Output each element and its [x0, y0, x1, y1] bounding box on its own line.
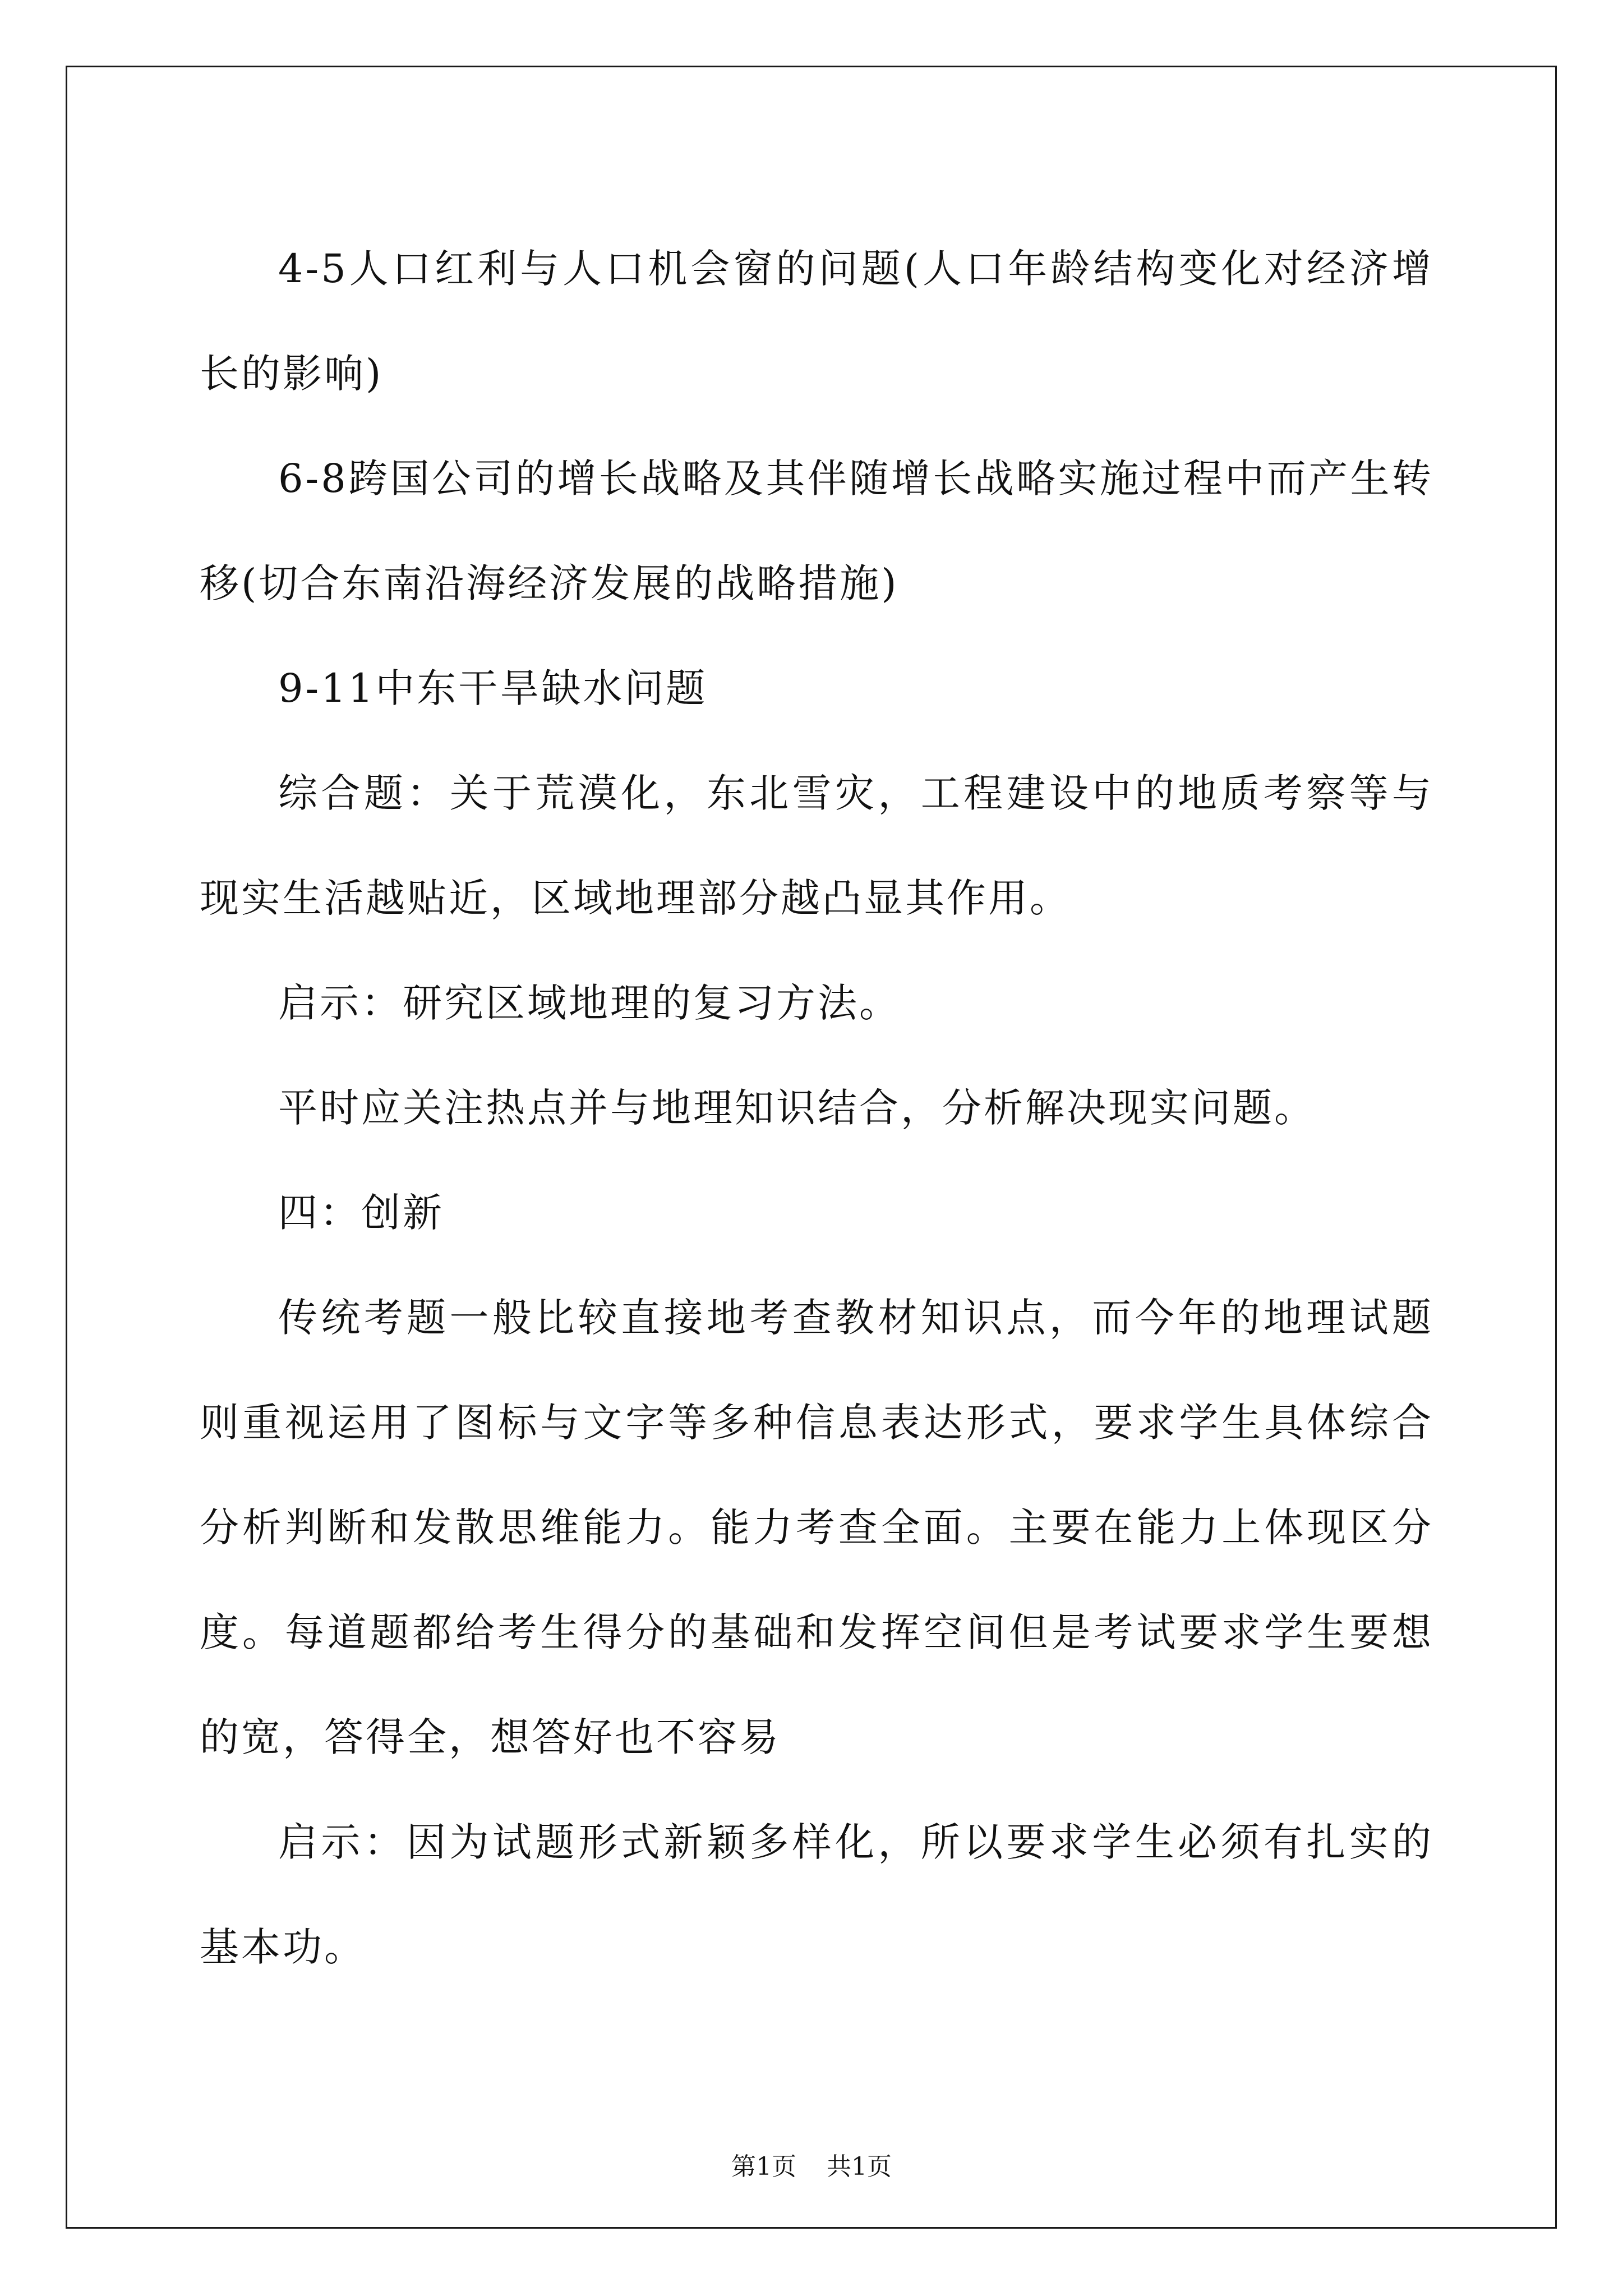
section-heading: 四：创新 [278, 1190, 444, 1236]
paragraph: 启示：研究区域地理的复习方法。 [278, 980, 901, 1026]
paragraph: 6-8跨国公司的增长战略及其伴随增长战略实施过程中而产生转移(切合东南沿海经济发展的战略措施) [200, 455, 1433, 606]
page-number: 第1页 [731, 2152, 796, 2181]
paragraph: 9-11中东干旱缺水问题 [278, 665, 708, 711]
page-footer [0, 2146, 1623, 2182]
page-total: 共1页 [827, 2152, 892, 2181]
document-body [200, 217, 1433, 2000]
paragraph: 平时应关注热点并与地理知识结合，分析解决现实问题。 [278, 1085, 1316, 1131]
paragraph: 传统考题一般比较直接地考查教材知识点，而今年的地理试题则重视运用了图标与文字等多种信息表达形式，要求学生具体综合分析判断和发散思维能力。能力考查全面。主要在能力上体现区分度。每道题都给考生得分的基础和发挥空间但是考试要求学生要想的宽，答得全，想答好也不容易 [200, 1295, 1433, 1760]
paragraph: 4-5人口红利与人口机会窗的问题(人口年龄结构变化对经济增长的影响) [200, 246, 1433, 397]
paragraph: 启示：因为试题形式新颖多样化，所以要求学生必须有扎实的基本功。 [200, 1819, 1433, 1970]
paragraph: 综合题：关于荒漠化，东北雪灾，工程建设中的地质考察等与现实生活越贴近，区域地理部分越凸显其作用。 [200, 770, 1433, 921]
